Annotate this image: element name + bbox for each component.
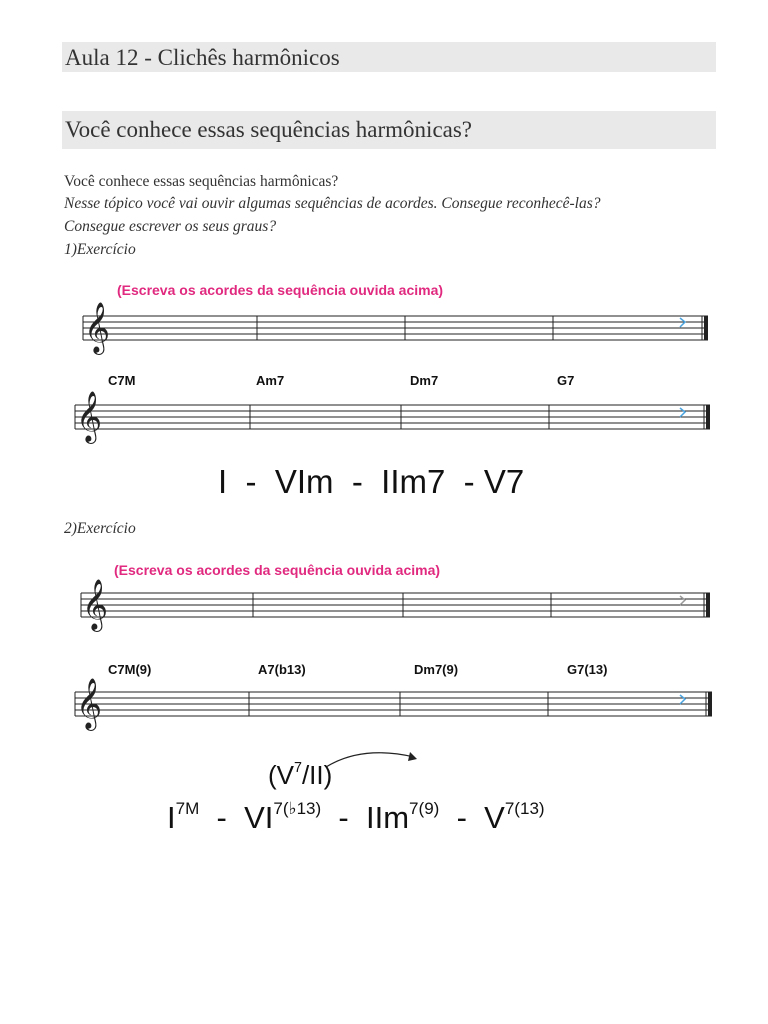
degree-2: VI — [244, 800, 274, 835]
treble-clef-icon: 𝄞 — [76, 678, 103, 729]
exercise1-instruction: (Escreva os acordes da sequência ouvida acima) — [117, 282, 444, 298]
exercise2-degrees: $I^{7M} - VI^{7(♭13)} - IIm^{7(9)} - V^{7(13)}$ — [167, 798, 545, 835]
section-title: Você conhece essas sequências harmônicas? — [62, 111, 716, 149]
degree-3: IIm — [365, 800, 410, 835]
exercise1-answer-staff — [0, 389, 768, 449]
exercise2-chord-3: Dm7(9) — [414, 662, 459, 677]
repeat-mark-icon — [680, 596, 685, 605]
exercise1-chord-3: Dm7 — [410, 373, 439, 388]
exercise2-chord-2: A7(b13) — [258, 662, 306, 677]
exercise2-label: 2)Exercício — [64, 520, 136, 537]
treble-clef-icon: 𝄞 — [82, 579, 109, 630]
exercise2-instruction: (Escreva os acordes da sequência ouvida acima) — [114, 562, 441, 578]
secondary-dominant-label: $(V^7/II)$ — [268, 759, 333, 790]
exercise2-blank-staff — [0, 576, 768, 636]
intro-description: Nesse tópico você vai ouvir algumas sequências de acordes. Consegue reconhecê-las? — [64, 195, 601, 212]
exercise1-chord-1: C7M — [108, 373, 136, 388]
treble-clef-icon: 𝄞 — [76, 391, 103, 442]
exercise2-chord-4: G7(13) — [567, 662, 608, 677]
exercise2-answer-staff — [0, 678, 768, 738]
exercise2-chord-1: C7M(9) — [108, 662, 152, 677]
intro-prompt: Consegue escrever os seus graus? — [64, 218, 277, 235]
exercise1-chord-2: Am7 — [256, 373, 285, 388]
exercise1-blank-staff — [0, 298, 768, 358]
exercise1-label: 1)Exercício — [64, 241, 136, 258]
repeat-mark-icon — [680, 695, 685, 704]
degree-4: V — [484, 800, 505, 835]
resolution-arrow-icon — [322, 743, 442, 773]
treble-clef-icon: 𝄞 — [84, 302, 111, 353]
exercise1-degrees: I - VIm - IIm7 - V7 — [218, 463, 525, 500]
degree-1: I — [167, 800, 176, 835]
repeat-mark-icon — [680, 408, 685, 417]
exercise1-chord-4: G7 — [557, 373, 575, 388]
intro-question: Você conhece essas sequências harmônicas? — [64, 173, 339, 190]
lesson-title: Aula 12 - Clichês harmônicos — [62, 42, 716, 72]
